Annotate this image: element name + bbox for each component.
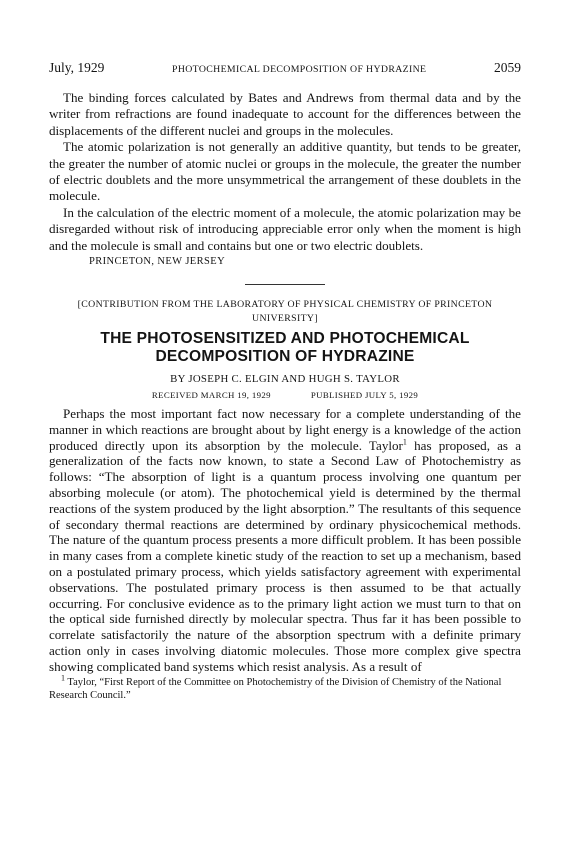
conclusion-paragraph-1: The binding forces calculated by Bates and Andrews from thermal data and by the writer from refractions are found inadequate to account for the differences between the displacements of the different nuclei and groups in the molecules.	[49, 90, 521, 138]
page-header	[49, 60, 521, 76]
footnote-number: 1	[61, 673, 65, 683]
article-body-text-1: Perhaps the most important fact now necessary for a complete understanding of the manner in which reactions are brought about by light energy is a knowledge of the action produced directly upon its absorption by the molecule. Taylor	[49, 406, 521, 453]
journal-page	[49, 60, 521, 702]
footnote	[49, 673, 521, 702]
article-title-line-2: DECOMPOSITION OF HYDRAZINE	[155, 348, 415, 366]
page-number: 2059	[493, 60, 521, 75]
article-body-text-2: has proposed, as a generalization of the facts now known, to state a Second Law of Photochemistry as follows: “The absorption of light is a quantum process involving one quantum per absorbing molecule (or atom). The photochemical yield is determined by the thermal reactions of the system produced by the light absorption.” The resultants of this sequence of secondary thermal reactions are determined by ordinary physicochemical methods. The nature of the quantum process presents a more difficult problem. It has been possible in many cases from a complete kinetic study of the reaction to set up a mechanism, based on a postulated primary process, which yields satisfactory agreement with experimental observations. The postulated primary process is then assumed to be that actually occurring. For conclusive evidence as to the primary light action we must turn to that on the optical side furnished directly by molecular spectra. Thus far it has been possible to correlate satisfactorily the nature of the absorption spectrum with a definite primary action only in cases involving diatomic molecules. Those more complex give spectra showing complicated band systems which resist analysis. As a result of	[49, 437, 522, 674]
received-date: RECEIVED MARCH 19, 1929	[151, 390, 271, 401]
running-title: PHOTOCHEMICAL DECOMPOSITION OF HYDRAZINE	[172, 64, 427, 75]
footnote-reference[interactable]: 1	[402, 437, 407, 447]
author-affiliation: PRINCETON, NEW JERSEY	[89, 256, 226, 268]
previous-article-conclusion	[49, 90, 521, 270]
article-authors: BY JOSEPH C. ELGIN AND HUGH S. TAYLOR	[170, 373, 400, 386]
footnote-text: Taylor, “First Report of the Committee on Photochemistry of the Division of Chemistry of the National Research Council.”	[49, 676, 502, 701]
article-dates	[49, 389, 521, 402]
conclusion-paragraph-3: In the calculation of the electric moment of a molecule, the atomic polarization may be disregarded without risk of introducing appreciable error only when the moment is high and the molecule is small and contains but one or two electric doublets.	[49, 204, 521, 253]
article-title	[49, 330, 521, 366]
article-body-paragraph	[49, 406, 521, 675]
header-date: July, 1929	[49, 60, 105, 75]
new-article	[49, 298, 521, 702]
section-divider	[245, 284, 325, 285]
article-title-line-1: THE PHOTOSENSITIZED AND PHOTOCHEMICAL	[100, 330, 470, 348]
contribution-line: [CONTRIBUTION FROM THE LABORATORY OF PHYSICAL CHEMISTRY OF PRINCETON UNIVERSITY]	[77, 299, 493, 325]
published-date: PUBLISHED JULY 5, 1929	[310, 390, 419, 401]
conclusion-paragraph-2: The atomic polarization is not generally an additive quantity, but tends to be greater, the greater the number of atomic nuclei or groups in the molecule, the greater the number of electric doublets and the more unsymmetrical the arrangement of these doublets in the molecule.	[49, 139, 521, 204]
